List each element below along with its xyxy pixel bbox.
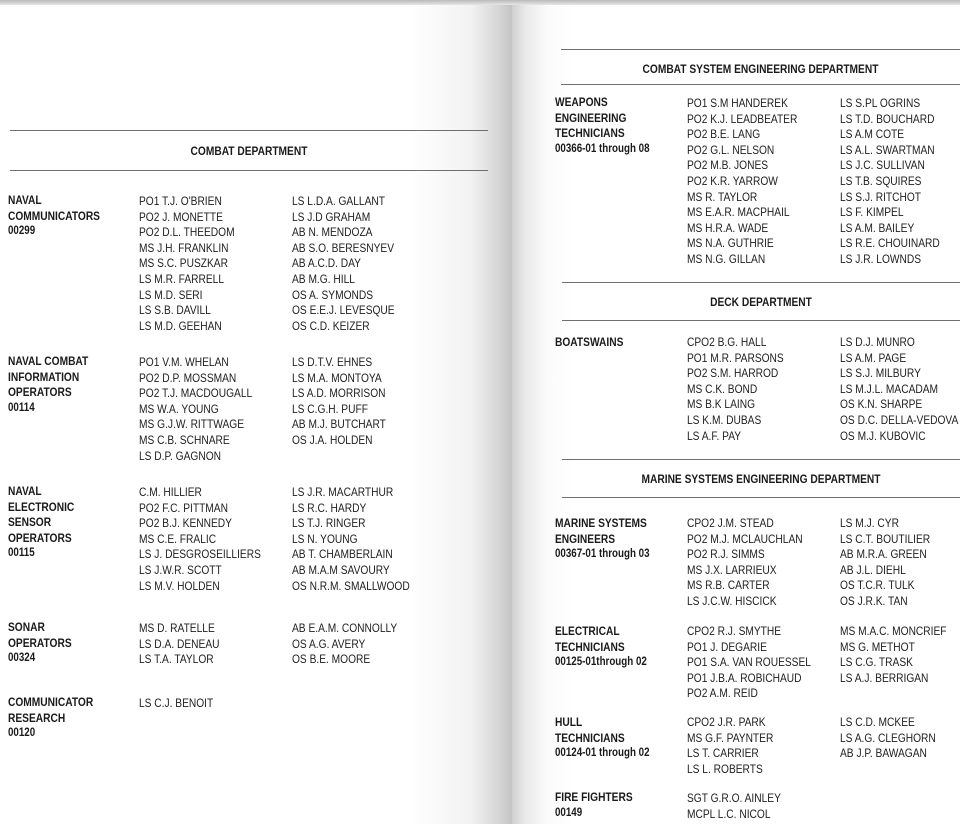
name-entry: LS A.M. PAGE — [840, 350, 907, 365]
name-entry: MS C.K. BOND — [687, 381, 758, 396]
name-column-1 — [687, 516, 803, 610]
name-entry: AB N. MENDOZA — [292, 225, 373, 240]
label-line: NAVAL — [8, 484, 42, 498]
label-line: ELECTRONIC — [8, 499, 75, 514]
name-entry: MS M.A.C. MONCRIEF — [840, 624, 947, 638]
name-entry: AB J.L. DIEHL — [840, 562, 906, 577]
label-line: TECHNICIANS — [555, 126, 625, 140]
name-entry: LS M.A. MONTOYA — [292, 370, 382, 385]
name-entry: LS A.D. MORRISON — [292, 386, 386, 401]
name-entry: LS J.R. LOWNDS — [840, 251, 922, 266]
name-entry: C.M. HILLIER — [139, 485, 202, 499]
name-entry: LS C.T. BOUTILIER — [840, 531, 931, 546]
name-entry: PO1 T.J. O'BRIEN — [139, 194, 222, 208]
name-column-1 — [687, 96, 797, 268]
left-page — [0, 5, 512, 824]
name-entry: LS L. ROBERTS — [687, 761, 763, 776]
name-entry: PO1 S.A. VAN ROUESSEL — [687, 655, 811, 670]
name-entry: MS C.B. SCHNARE — [139, 432, 230, 447]
divider — [561, 49, 960, 50]
label-line: WEAPONS — [555, 95, 608, 109]
name-entry: OS M.J. KUBOVIC — [840, 428, 926, 443]
name-entry: LS K.M. DUBAS — [687, 412, 762, 427]
section-label — [555, 790, 633, 821]
name-entry: MS R. TAYLOR — [687, 189, 758, 204]
section-label — [555, 624, 647, 671]
name-entry: PO2 J. MONETTE — [139, 209, 223, 224]
label-line: TECHNICIANS — [555, 730, 625, 745]
name-entry: AB J.P. BAWAGAN — [840, 746, 927, 761]
name-entry: AB A.C.D. DAY — [292, 256, 361, 271]
name-entry: LS D.A. DENEAU — [139, 636, 220, 651]
department-title: DECK DEPARTMENT — [710, 295, 812, 309]
name-entry: OS K.N. SHARPE — [840, 397, 923, 412]
section-label — [8, 484, 74, 562]
name-entry: LS J.W.R. SCOTT — [139, 562, 222, 577]
trade-code: 00114 — [8, 401, 35, 414]
name-entry: MS J.X. LARRIEUX — [687, 562, 777, 577]
name-entry: LS R.C. HARDY — [292, 500, 367, 515]
name-entry: OS D.C. DELLA-VEDOVA — [840, 412, 959, 427]
name-entry: AB S.O. BERESNYEV — [292, 240, 395, 255]
label-line: FIRE FIGHTERS — [555, 790, 633, 804]
name-entry: MCPL L.C. NICOL — [687, 806, 771, 821]
name-entry: LS J.C. SULLIVAN — [840, 158, 925, 173]
name-entry: OS A. SYMONDS — [292, 287, 374, 302]
label-line: OPERATORS — [8, 635, 72, 650]
section-label — [8, 354, 88, 416]
right-page — [512, 5, 960, 824]
name-column-2 — [292, 485, 410, 594]
name-column-2 — [840, 624, 947, 686]
name-entry: LS M.R. FARRELL — [139, 271, 225, 286]
name-column-2 — [840, 715, 936, 762]
label-line: SENSOR — [8, 515, 52, 529]
name-entry: LS N. YOUNG — [292, 531, 358, 546]
name-entry: AB M.A.M SAVOURY — [292, 562, 390, 577]
label-line: TECHNICIANS — [555, 639, 625, 654]
name-entry: OS J.R.K. TAN — [840, 593, 908, 608]
name-entry: PO2 M.B. JONES — [687, 158, 769, 173]
label-line: NAVAL COMBAT — [8, 354, 89, 368]
section-label — [555, 95, 650, 157]
name-entry: MS J.H. FRANKLIN — [139, 240, 229, 255]
divider — [561, 84, 960, 85]
name-entry: LS C.G. TRASK — [840, 655, 913, 670]
name-column-2 — [292, 194, 395, 334]
name-entry: PO2 M.J. MCLAUCHLAN — [687, 531, 803, 546]
department-title: COMBAT DEPARTMENT — [190, 144, 308, 158]
name-column-1 — [139, 355, 252, 464]
name-column-1 — [687, 791, 781, 822]
name-entry: CPO2 J.R. PARK — [687, 715, 766, 729]
name-entry: OS A.G. AVERY — [292, 636, 366, 651]
label-line: ENGINEERING — [555, 110, 627, 125]
department-title: MARINE SYSTEMS ENGINEERING DEPARTMENT — [641, 472, 881, 486]
name-column-1 — [687, 624, 811, 702]
label-line: OPERATORS — [8, 385, 72, 399]
trade-code: 00367-01 through 03 — [555, 548, 650, 560]
name-entry: PO2 B.E. LANG — [687, 127, 761, 142]
divider — [10, 170, 488, 171]
trade-code: 00120 — [8, 727, 36, 739]
name-entry: LS S.J. RITCHOT — [840, 189, 922, 204]
name-entry: OS T.C.R. TULK — [840, 578, 915, 593]
name-entry: MS G. METHOT — [840, 639, 915, 654]
name-entry: MS W.A. YOUNG — [139, 401, 219, 416]
name-entry: PO2 S.M. HARROD — [687, 366, 779, 381]
name-entry: PO2 G.L. NELSON — [687, 142, 775, 157]
name-entry: AB M.J. BUTCHART — [292, 417, 386, 432]
label-line: COMMUNICATORS — [8, 208, 100, 223]
name-entry: CPO2 J.M. STEAD — [687, 516, 774, 530]
name-entry: PO1 J. DEGARIE — [687, 639, 767, 654]
name-entry: MS G.J.W. RITTWAGE — [139, 417, 245, 432]
name-entry: PO2 B.J. KENNEDY — [139, 516, 232, 531]
name-entry: PO1 V.M. WHELAN — [139, 355, 229, 369]
section-label — [555, 335, 623, 351]
name-entry: LS T.A. TAYLOR — [139, 652, 214, 667]
name-entry: LS M.J. CYR — [840, 516, 899, 530]
trade-code: 00324 — [8, 652, 36, 664]
trade-code: 00366-01 through 08 — [555, 142, 650, 155]
section-label — [8, 193, 100, 240]
name-column-2 — [292, 355, 386, 449]
name-entry: CPO2 R.J. SMYTHE — [687, 624, 782, 638]
name-column-1 — [687, 335, 784, 444]
name-entry: LS C.D. MCKEE — [840, 715, 915, 729]
section-label — [555, 516, 650, 563]
name-entry: PO2 A.M. REID — [687, 686, 758, 701]
name-entry: LS T.D. BOUCHARD — [840, 111, 935, 126]
label-line: SONAR — [8, 620, 45, 634]
name-entry: LS A.L. SWARTMAN — [840, 142, 935, 157]
name-entry: PO1 J.B.A. ROBICHAUD — [687, 670, 802, 685]
name-column-1 — [139, 194, 235, 334]
label-line: HULL — [555, 715, 583, 729]
name-entry: LS J.C.W. HISCICK — [687, 593, 777, 608]
name-entry: OS C.D. KEIZER — [292, 318, 370, 333]
label-line: MARINE SYSTEMS — [555, 516, 647, 530]
name-entry: OS J.A. HOLDEN — [292, 432, 373, 447]
name-entry: MS G.F. PAYNTER — [687, 730, 774, 745]
name-entry: LS F. KIMPEL — [840, 205, 904, 220]
name-column-1 — [139, 696, 213, 712]
section-label — [8, 695, 93, 742]
trade-code: 00299 — [8, 225, 36, 237]
name-entry: LS M.D. GEEHAN — [139, 318, 222, 333]
label-line: RESEARCH — [8, 710, 66, 725]
name-column-1 — [139, 621, 219, 668]
name-column-2 — [292, 621, 397, 668]
name-entry: PO2 D.L. THEEDOM — [139, 225, 235, 240]
section-label — [8, 620, 72, 667]
name-entry: LS A.J. BERRIGAN — [840, 670, 929, 685]
name-entry: LS D.T.V. EHNES — [292, 355, 373, 369]
name-entry: PO2 T.J. MACDOUGALL — [139, 386, 253, 401]
name-entry: AB T. CHAMBERLAIN — [292, 547, 393, 562]
name-entry: AB E.A.M. CONNOLLY — [292, 621, 398, 635]
name-entry: LS A.F. PAY — [687, 428, 742, 443]
label-line: COMMUNICATOR — [8, 695, 94, 709]
name-entry: LS A.G. CLEGHORN — [840, 730, 936, 745]
name-entry: MS N.A. GUTHRIE — [687, 236, 774, 251]
label-line: ELECTRICAL — [555, 624, 620, 638]
name-entry: MS N.G. GILLAN — [687, 251, 766, 266]
name-entry: MS S.C. PUSZKAR — [139, 256, 228, 271]
name-column-2 — [840, 96, 940, 268]
name-entry: MS B.K LAING — [687, 397, 756, 412]
label-line: OPERATORS — [8, 530, 72, 545]
name-entry: LS A.M. BAILEY — [840, 220, 915, 235]
name-entry: LS S.B. DAVILL — [139, 303, 211, 318]
name-entry: OS N.R.M. SMALLWOOD — [292, 578, 410, 593]
divider — [562, 320, 960, 321]
section-label — [555, 715, 650, 762]
label-line: ENGINEERS — [555, 531, 616, 546]
name-entry: AB M.G. HILL — [292, 271, 355, 286]
label-line: INFORMATION — [8, 369, 80, 384]
name-entry: LS S.J. MILBURY — [840, 366, 921, 381]
trade-code: 00125-01through 02 — [555, 656, 647, 668]
name-column-2 — [840, 516, 930, 610]
name-entry: LS M.V. HOLDEN — [139, 578, 220, 593]
name-entry: LS T. CARRIER — [687, 746, 759, 761]
name-entry: PO2 D.P. MOSSMAN — [139, 370, 237, 385]
name-entry: MS H.R.A. WADE — [687, 220, 769, 235]
label-line: BOATSWAINS — [555, 335, 624, 349]
name-entry: MS D. RATELLE — [139, 621, 215, 635]
name-entry: MS E.A.R. MACPHAIL — [687, 205, 790, 220]
name-entry: PO1 S.M HANDEREK — [687, 96, 788, 110]
name-entry: LS M.J.L. MACADAM — [840, 381, 939, 396]
name-entry: PO2 K.J. LEADBEATER — [687, 111, 798, 126]
department-title: COMBAT SYSTEM ENGINEERING DEPARTMENT — [642, 62, 879, 76]
name-entry: LS D.P. GAGNON — [139, 448, 222, 463]
name-entry: LS L.D.A. GALLANT — [292, 194, 385, 208]
name-entry: CPO2 B.G. HALL — [687, 335, 767, 349]
trade-code: 00149 — [555, 806, 583, 819]
divider — [10, 130, 488, 131]
name-column-1 — [687, 715, 773, 777]
name-entry: MS R.B. CARTER — [687, 578, 770, 593]
name-entry: LS T.J. RINGER — [292, 516, 366, 531]
trade-code: 00115 — [8, 547, 35, 559]
name-entry: OS E.E.J. LEVESQUE — [292, 303, 395, 318]
name-entry: MS C.E. FRALIC — [139, 531, 217, 546]
name-entry: LS D.J. MUNRO — [840, 335, 915, 349]
name-entry: LS T.B. SQUIRES — [840, 173, 922, 188]
name-entry: LS C.G.H. PUFF — [292, 401, 368, 416]
trade-code: 00124-01 through 02 — [555, 747, 650, 759]
name-entry: LS A.M COTE — [840, 127, 905, 142]
name-entry: LS M.D. SERI — [139, 287, 203, 302]
name-entry: LS J. DESGROSEILLIERS — [139, 547, 261, 562]
name-entry: LS J.R. MACARTHUR — [292, 485, 394, 499]
name-entry: SGT G.R.O. AINLEY — [687, 791, 781, 805]
name-entry: LS R.E. CHOUINARD — [840, 236, 940, 251]
name-entry: OS B.E. MOORE — [292, 652, 371, 667]
name-entry: LS J.D GRAHAM — [292, 209, 371, 224]
name-column-1 — [139, 485, 261, 594]
name-entry: PO2 R.J. SIMMS — [687, 547, 765, 562]
name-entry: LS C.J. BENOIT — [139, 696, 214, 710]
name-entry: PO2 K.R. YARROW — [687, 173, 778, 188]
name-entry: LS S.PL OGRINS — [840, 96, 921, 110]
name-entry: PO1 M.R. PARSONS — [687, 350, 784, 365]
divider — [562, 497, 960, 498]
divider — [562, 282, 960, 283]
label-line: NAVAL — [8, 193, 42, 207]
name-column-2 — [840, 335, 958, 444]
divider — [562, 459, 960, 460]
name-entry: AB M.R.A. GREEN — [840, 547, 927, 562]
name-entry: PO2 F.C. PITTMAN — [139, 500, 228, 515]
